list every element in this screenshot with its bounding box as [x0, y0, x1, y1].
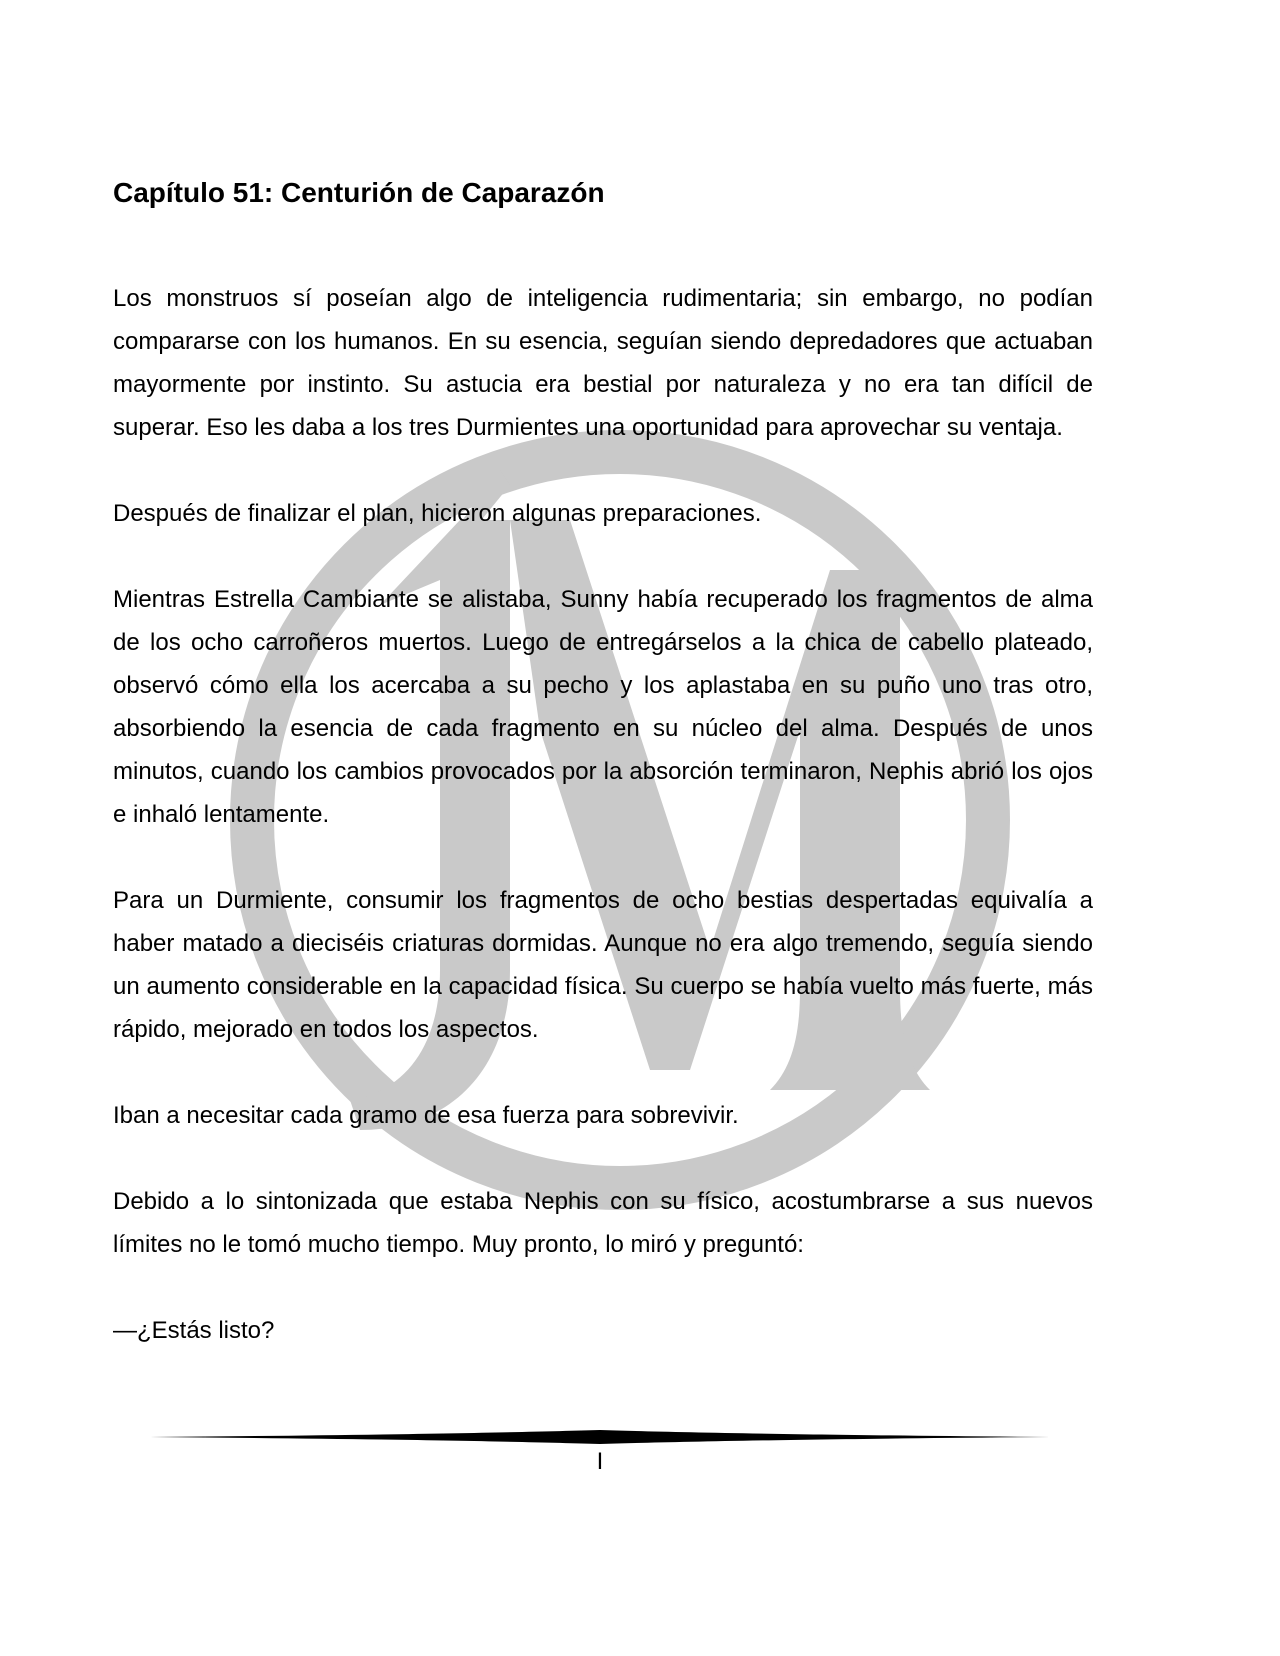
paragraph: Los monstruos sí poseían algo de inteligencia rudimentaria; sin embargo, no podían compararse con los humanos. En su esencia, seguían siendo depredadores que actuaban mayormente por instinto. Su astucia era bestial por naturaleza y no era tan difícil de superar. Eso les daba a los tres Durmientes una oportunidad para aprovechar su ventaja.: [113, 285, 1093, 441]
chapter-title: Capítulo 51: Centurión de Caparazón: [113, 177, 605, 208]
paragraph: —¿Estás listo?: [113, 1317, 275, 1344]
paragraph: Para un Durmiente, consumir los fragmentos de ocho bestias despertadas equivalía a haber matado a dieciséis criaturas dormidas. Aunque no era algo tremendo, seguía siendo un aumento considerable en la capacidad física. Su cuerpo se había vuelto más fuerte, más rápido, mejorado en todos los aspectos.: [113, 887, 1093, 1043]
page-number: I: [596, 1448, 604, 1475]
paragraph: Iban a necesitar cada gramo de esa fuerza para sobrevivir.: [113, 1102, 739, 1129]
decorative-divider: [150, 1430, 1050, 1444]
paragraph: Mientras Estrella Cambiante se alistaba, Sunny había recuperado los fragmentos de alma de los ocho carroñeros muertos. Luego de entregárselos a la chica de cabello plateado, observó cómo ella los acercaba a su pecho y los aplastaba en su puño uno tras otro, absorbiendo la esencia de cada fragmento en su núcleo del alma. Después de unos minutos, cuando los cambios provocados por la absorción terminaron, Nephis abrió los ojos e inhaló lentamente.: [113, 586, 1093, 828]
paragraph: Debido a lo sintonizada que estaba Nephis con su físico, acostumbrarse a sus nuevos límites no le tomó mucho tiempo. Muy pronto, lo miró y preguntó:: [113, 1188, 1093, 1258]
paragraph: Después de finalizar el plan, hicieron algunas preparaciones.: [113, 500, 762, 527]
chapter-body: [113, 277, 1093, 1395]
